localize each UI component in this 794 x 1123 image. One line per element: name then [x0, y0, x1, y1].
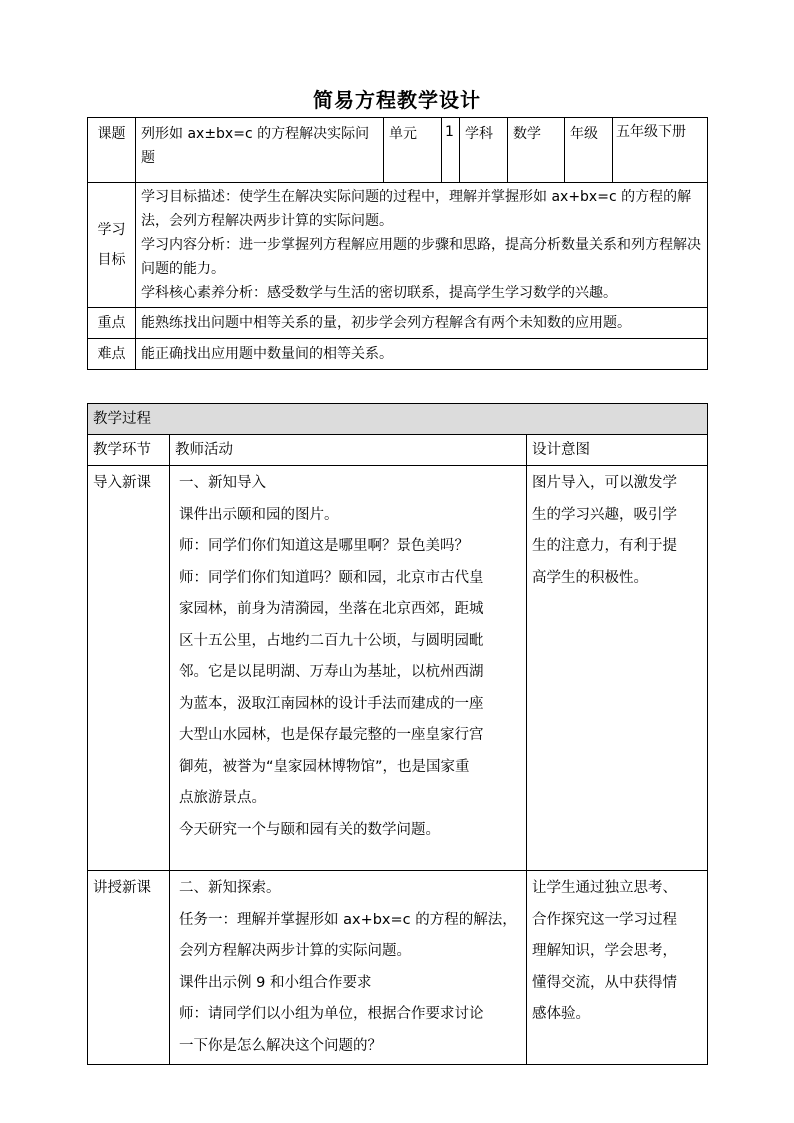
header-intent: 设计意图 [527, 435, 708, 466]
objective-description: 学习目标描述：使学生在解决实际问题的过程中，理解并掌握形如 ax+bx=c 的方程的解法，会列方程解决两步计算的实际问题。 [141, 189, 692, 229]
difficulty-value: 能正确找出应用题中数量间的相等关系。 [136, 339, 708, 370]
topic-value: 列形如 ax±bx=c 的方程解决实际问题 [136, 118, 384, 183]
key-point-label: 重点 [88, 308, 136, 339]
key-point-value: 能熟练找出问题中相等关系的量，初步学会列方程解含有两个未知数的应用题。 [136, 308, 708, 339]
info-table [87, 117, 708, 370]
design-intent-cell: 让学生通过独立思考、 合作探究这一学习过程 理解知识，学会思考， 懂得交流，从中获得情 感体验。 [527, 871, 708, 1065]
stage-cell: 导入新课 [88, 466, 170, 871]
header-stage: 教学环节 [88, 435, 170, 466]
design-intent-cell: 图片导入，可以激发学 生的学习兴趣，吸引学 生的注意力，有利于提 高学生的积极性。 [527, 466, 708, 871]
stage-cell: 讲授新课 [88, 871, 170, 1065]
page-title: 简易方程教学设计 [313, 88, 481, 112]
grade-value: 五年级下册 [613, 118, 708, 183]
objectives-label: 学习目标 [88, 183, 136, 308]
objectives-content [136, 183, 708, 308]
subject-label: 学科 [460, 118, 508, 183]
process-caption: 教学过程 [88, 404, 708, 435]
difficulty-label: 难点 [88, 339, 136, 370]
core-literacy-analysis: 学科核心素养分析：感受数学与生活的密切联系，提高学生学习数学的兴趣。 [141, 285, 617, 301]
header-teacher: 教师活动 [170, 435, 527, 466]
topic-label: 课题 [88, 118, 136, 183]
unit-label: 单元 [384, 118, 442, 183]
grade-label: 年级 [565, 118, 613, 183]
content-analysis: 学习内容分析：进一步掌握列方程解应用题的步骤和思路，提高分析数量关系和列方程解决问题的能力。 [141, 237, 701, 277]
teacher-activity-cell: 一、新知导入 课件出示颐和园的图片。 师：同学们你们知道这是哪里啊？景色美吗？ 师：同学们你们知道吗？颐和园，北京市古代皇 家园林，前身为清漪园，坐落在北京西郊，距城 区十五公里，占地约二百九十公顷，与圆明园毗 邻。它是以昆明湖、万寿山为基址，以杭州西湖 为蓝本，汲取江南园林的设计手法而建成的一座 大型山水园林，也是保存最完整的一座皇家行宫 御苑，被誉为“皇家园林博物馆”，也是国家重 点旅游景点。 今天研究一个与颐和园有关的数学问题。 [170, 466, 527, 871]
subject-value: 数学 [508, 118, 565, 183]
unit-value: 1 [442, 118, 460, 183]
process-table [87, 403, 708, 1065]
teacher-activity-cell: 二、新知探索。 任务一：理解并掌握形如 ax+bx=c 的方程的解法， 会列方程解决两步计算的实际问题。 课件出示例 9 和小组合作要求 师：请同学们以小组为单位，根据合作要求讨论 一下你是怎么解决这个问题的？ [170, 871, 527, 1065]
